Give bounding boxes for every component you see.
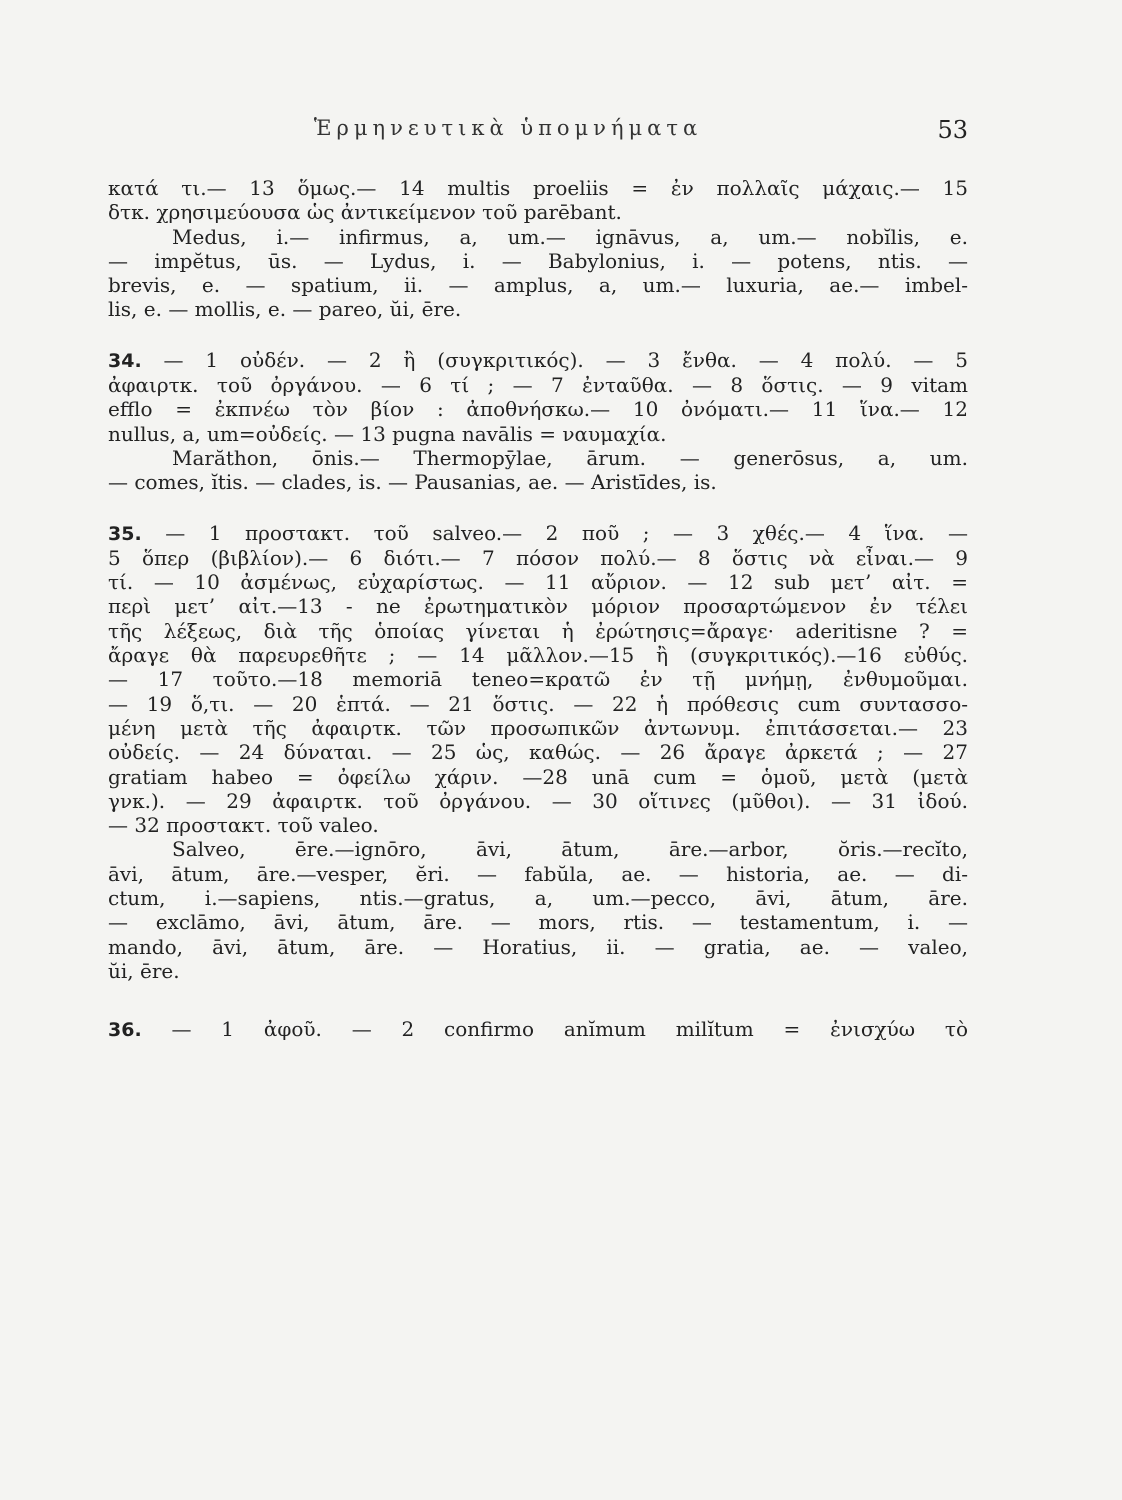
- section-33-continuation: [108, 176, 968, 322]
- page-number: 53: [937, 116, 968, 144]
- text-line: — comes, ĭtis. — clades, is. — Pausanias, ae. — Aristīdes, is.: [108, 470, 717, 495]
- vocab-line: āvi, ātum, āre.—vesper, ĕri. — fabŭla, ae. — historia, ae. — di-: [108, 861, 968, 886]
- text-span: — 1 οὐδέν. — 2 ἢ (συγκριτικός). — 3 ἔνθα. — 4 πολύ. — 5: [163, 347, 968, 372]
- section-36: [108, 1017, 968, 1042]
- text-line: nullus, a, um=οὐδείς. — 13 pugna navālis = ναυμαχία.: [108, 421, 667, 446]
- body-text: [108, 176, 968, 1043]
- section-34: [108, 348, 968, 495]
- text-line: brevis, e. — spatium, ii. — amplus, a, um.— luxuria, ae.— imbel-: [108, 273, 968, 298]
- text-line: περὶ μετ’ αἰτ.—13 - ne ἐρωτηματικὸν μόριον προσαρτώμενον ἐν τέλει: [108, 594, 968, 619]
- section-35: [108, 521, 968, 984]
- text-line: οὐδείς. — 24 δύναται. — 25 ὡς, καθώς. — 26 ἄραγε ἀρκετά ; — 27: [108, 740, 968, 765]
- vocab-line: — exclāmo, āvi, ātum, āre. — mors, rtis. — testamentum, i. —: [108, 910, 968, 935]
- text-line: Marăthon, ōnis.— Thermopȳlae, ārum. — generōsus, a, um.: [172, 445, 968, 470]
- text-line: gratiam habeo = ὀφείλω χάριν. —28 unā cum = ὁμοῦ, μετὰ (μετὰ: [108, 764, 968, 789]
- text-line: lis, e. — mollis, e. — pareo, ŭi, ēre.: [108, 297, 462, 322]
- text-line: κατά τι.— 13 ὅμως.— 14 multis proeliis = ἐν πολλαῖς μάχαις.— 15: [108, 176, 968, 200]
- text-line: δτκ. χρησιμεύουσα ὡς ἀντικείμενον τοῦ parēbant.: [108, 200, 622, 225]
- running-title: Ἑρμηνευτικὰ ὑπομνήματα: [313, 116, 703, 140]
- vocab-line: mando, āvi, ātum, āre. — Horatius, ii. — gratia, ae. — valeo,: [108, 934, 968, 959]
- text-line: ἄραγε θὰ παρευρεθῆτε ; — 14 μᾶλλον.—15 ἢ (συγκριτικός).—16 εὐθύς.: [108, 643, 968, 668]
- section-number: 36.: [108, 1019, 142, 1042]
- text-line: efflo = ἐκπνέω τὸν βίον : ἀποθνήσκω.— 10 ὀνόματι.— 11 ἵνα.— 12: [108, 397, 968, 422]
- text-line: τῆς λέξεως, διὰ τῆς ὁποίας γίνεται ἡ ἐρώτησις=ἄραγε· aderitisne ? =: [108, 618, 968, 643]
- text-line: 5 ὅπερ (βιβλίον).— 6 διότι.— 7 πόσον πολύ.— 8 ὅστις νὰ εἶναι.— 9: [108, 545, 968, 570]
- vocab-line: ctum, i.—sapiens, ntis.—gratus, a, um.—pecco, āvi, ātum, āre.: [108, 886, 968, 911]
- text-line: — 17 τοῦτο.—18 memoriā teneo=κρατῶ ἐν τῇ μνήμῃ, ἐνθυμοῦμαι.: [108, 667, 968, 692]
- text-line: Medus, i.— infirmus, a, um.— ignāvus, a, um.— nobĭlis, e.: [172, 224, 968, 249]
- text-line: γνκ.). — 29 ἀφαιρτκ. τοῦ ὀργάνου. — 30 οἵτινες (μῦθοι). — 31 ἰδού.: [108, 788, 968, 813]
- section-number: 35.: [108, 522, 142, 545]
- text-line: τί. — 10 ἀσμένως, εὐχαρίστως. — 11 αὔριον. — 12 sub μετ’ αἰτ. =: [108, 570, 968, 595]
- section-number: 34.: [108, 349, 142, 372]
- page-header: [108, 116, 968, 146]
- section-first-line: [108, 521, 968, 546]
- text-line: ἀφαιρτκ. τοῦ ὀργάνου. — 6 τί ; — 7 ἐνταῦθα. — 8 ὅστις. — 9 vitam: [108, 373, 968, 398]
- vocab-line: ŭi, ēre.: [108, 958, 180, 983]
- text-line: — impĕtus, ūs. — Lydus, i. — Babylonius, i. — potens, ntis. —: [108, 248, 968, 273]
- text-span: — 1 ἀφοῦ. — 2 confirmo anĭmum milĭtum = ἐνισχύω τὸ: [171, 1017, 968, 1042]
- section-first-line: [108, 348, 968, 373]
- text-span: — 1 προστακτ. τοῦ salveo.— 2 ποῦ ; — 3 χθές.— 4 ἵνα. —: [165, 520, 968, 545]
- section-first-line: [108, 1017, 968, 1042]
- vocab-line: Salveo, ēre.—ignōro, āvi, ātum, āre.—arbor, ŏris.—recĭto,: [172, 837, 968, 862]
- text-line: — 32 προστακτ. τοῦ valeo.: [108, 813, 379, 838]
- text-line: μένη μετὰ τῆς ἀφαιρτκ. τῶν προσωπικῶν ἀντωνυμ. ἐπιτάσσεται.— 23: [108, 715, 968, 740]
- text-line: — 19 ὅ,τι. — 20 ἑπτά. — 21 ὅστις. — 22 ἡ πρόθεσις cum συντασσο-: [108, 691, 968, 716]
